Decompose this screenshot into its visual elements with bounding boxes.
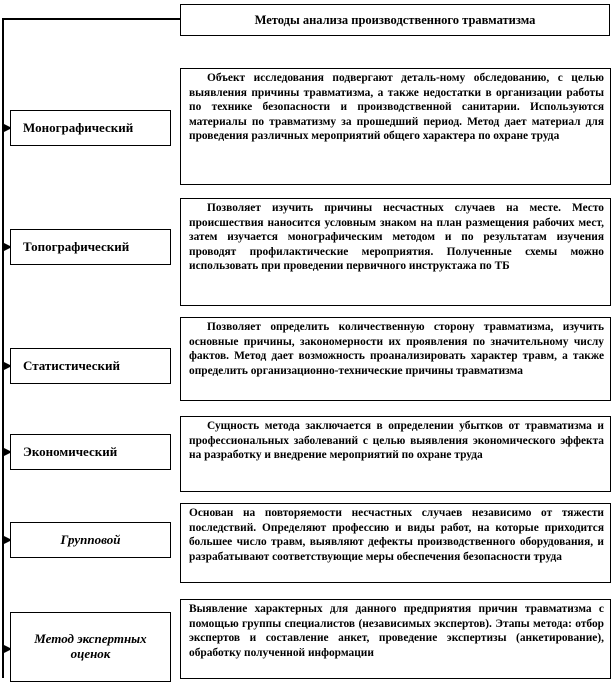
- diagram-title: Методы анализа производственного травматизма: [180, 4, 610, 36]
- description-economic: Сущность метода заключается в определении убытков от травматизма и профессиональных заболеваний с целью выявления экономического эффекта на разработку и внедрение мероприятий по охране труда: [180, 416, 611, 492]
- description-expert-assessment: Выявление характерных для данного предприятия причин травматизма с помощью группы специалистов (независимых экспертов). Этапы метода: отбор экспертов и составление анкет, проведение экспертизы (анкетирование), обработку полученной информации: [180, 599, 611, 679]
- vertical-connector-line: [2, 18, 4, 678]
- title-connector-line: [2, 18, 180, 20]
- method-group: Групповой: [10, 522, 171, 558]
- method-statistical: Статистический: [10, 348, 171, 384]
- method-economic: Экономический: [10, 434, 171, 470]
- method-monographic: Монографический: [10, 110, 171, 146]
- description-monographic: Объект исследования подвергают деталь-ному обследованию, с целью выявления причины травматизма, а также недостатки в организации работы по технике безопасности и производственной санитарии. Используются материалы по травматизму за прошедший период. Метод дает материал для проведения различных мероприятий общего характера по охране труда: [180, 68, 611, 185]
- method-topographic: Топографический: [10, 229, 171, 265]
- description-group: Основан на повторяемости несчастных случаев независимо от тяжести последствий. Определяют профессию и виды работ, на которые приходится большее число травм, выявляют дефекты производственного оборудования, и разрабатывают соответствующие меры обеспечения безопасности труда: [180, 503, 611, 583]
- method-expert-assessment: Метод экспертных оценок: [10, 612, 171, 682]
- description-statistical: Позволяет определить количественную сторону травматизма, изучить основные причины, закономерности их проявления по значительному числу фактов. Метод дает возможность проанализировать характер травм, а также определить организационно-технические причины травматизма: [180, 317, 611, 401]
- description-topographic: Позволяет изучить причины несчастных случаев на месте. Место происшествия наносится условным знаком на план размещения рабочих мест, затем изучается монографическим методом и по результатам изучения проводят профилактические мероприятия. Полученные схемы можно использовать при проведении первичного инструктажа по ТБ: [180, 198, 611, 306]
